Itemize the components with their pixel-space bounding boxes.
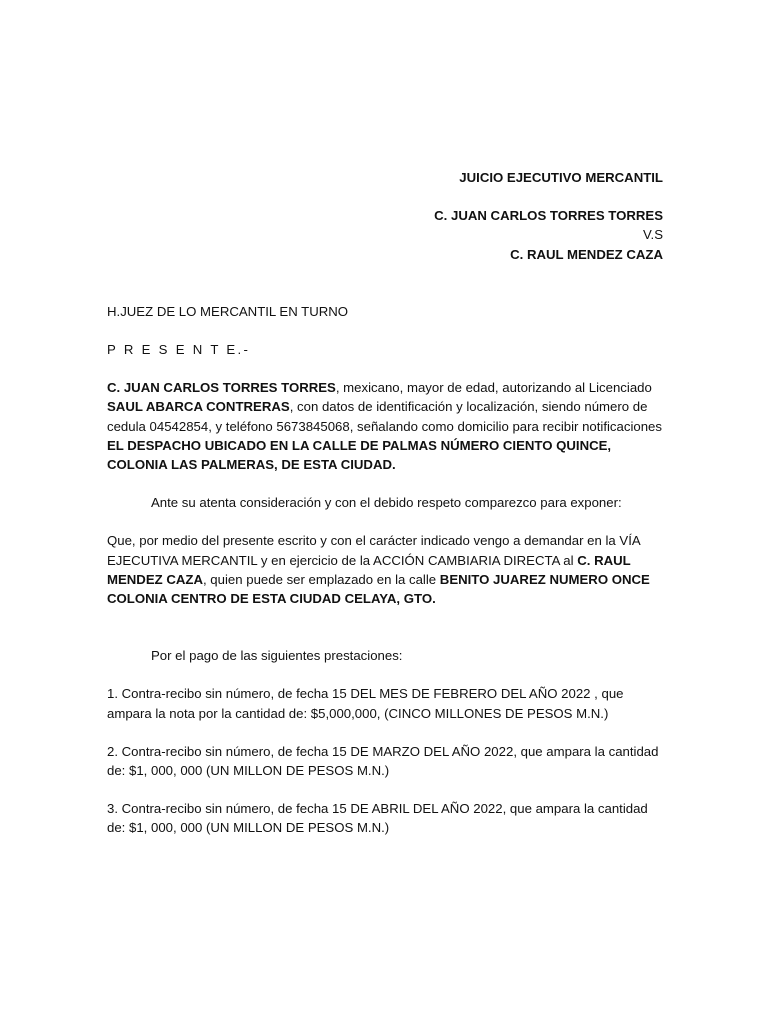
intro-address: EL DESPACHO UBICADO EN LA CALLE DE PALMAS NÚMERO CIENTO QUINCE, COLONIA LAS PALMERAS, DE ESTA CIUDAD.: [107, 437, 612, 473]
presente-heading: P R E S E N T E.-: [107, 342, 251, 358]
document-body: [107, 168, 663, 838]
intro-paragraph: [107, 378, 663, 474]
prestacion-item: 3. Contra-recibo sin número, de fecha 15 DE ABRIL DEL AÑO 2022, que ampara la cantidad de: $1, 000, 000 (UN MILLON DE PESOS M.N.): [107, 801, 648, 836]
defendant-name: C. RAUL MENDEZ CAZA: [510, 246, 663, 262]
payment-intro: Por el pago de las siguientes prestaciones:: [151, 648, 403, 664]
demand-paragraph: [107, 531, 663, 608]
demand-defendant: C. RAUL MENDEZ CAZA: [107, 552, 631, 587]
addressee: H.JUEZ DE LO MERCANTIL EN TURNO: [107, 303, 349, 319]
intro-plaintiff-name: C. JUAN CARLOS TORRES TORRES: [107, 380, 336, 396]
case-title: JUICIO EJECUTIVO MERCANTIL: [459, 170, 663, 185]
plaintiff-name: C. JUAN CARLOS TORRES TORRES: [434, 208, 663, 224]
versus-label: V.S: [642, 227, 663, 243]
intro-lawyer-name: SAUL ABARCA CONTRERAS: [107, 399, 290, 415]
intro-text-1: , mexicano, mayor de edad, autorizando al Licenciado: [335, 380, 652, 396]
prestacion-item: 1. Contra-recibo sin número, de fecha 15 DEL MES DE FEBRERO DEL AÑO 2022 , que ampara la nota por la cantidad de: $5,000,000, (CINCO MILLONES DE PESOS M.N.): [107, 686, 624, 721]
prestacion-item: 2. Contra-recibo sin número, de fecha 15 DE MARZO DEL AÑO 2022, que ampara la cantidad de: $1, 000, 000 (UN MILLON DE PESOS M.N.): [107, 743, 659, 779]
intro-text-2: , con datos de identificación y localización, siendo número de cedula 04542854, y teléfono 5673845068, señalando como domicilio para recibir notificaciones: [107, 399, 662, 434]
demand-text-1: Que, por medio del presente escrito y con el carácter indicado vengo a demandar en la VÍA EJECUTIVA MERCANTIL y en ejercicio de la ACCIÓN CAMBIARIA DIRECTA al: [107, 533, 640, 568]
consideration-paragraph: Ante su atenta consideración y con el debido respeto comparezco para exponer:: [151, 495, 622, 511]
demand-text-2: , quien puede ser emplazado en la calle: [202, 571, 440, 587]
demand-address: BENITO JUAREZ NUMERO ONCE COLONIA CENTRO DE ESTA CIUDAD CELAYA, GTO.: [107, 571, 650, 607]
